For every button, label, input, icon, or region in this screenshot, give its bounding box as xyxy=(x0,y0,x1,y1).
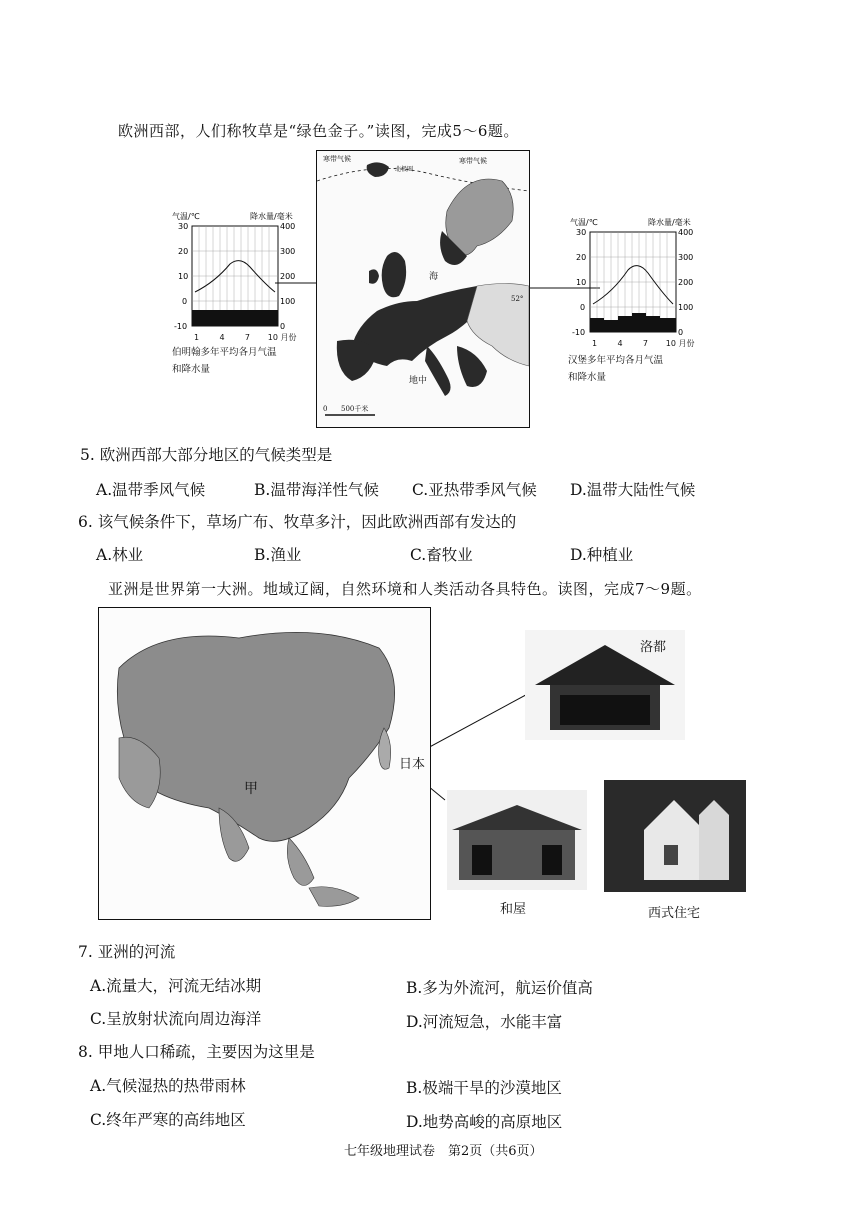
europe-label-arctic: 北极圈 xyxy=(395,166,414,173)
chart-left-rtick: 200 xyxy=(280,272,296,281)
chart-right-rtick: 400 xyxy=(678,228,694,237)
photo-western xyxy=(604,780,746,892)
q5-stem: 5. 欧洲西部大部分地区的气候类型是 xyxy=(80,446,333,464)
chart-right-ylabel-temp: 气温/℃ xyxy=(570,218,598,227)
chart-right-tick: 0 xyxy=(580,303,586,312)
q6-option-b[interactable]: B.渔业 xyxy=(254,546,302,564)
q7-option-d[interactable]: D.河流短急，水能丰富 xyxy=(406,1013,563,1031)
q5-option-b[interactable]: B.温带海洋性气候 xyxy=(254,481,379,499)
q7-option-a[interactable]: A.流量大，河流无结冰期 xyxy=(90,977,262,995)
chart-left-xtick: 1 xyxy=(194,333,200,342)
chart-left-ylabel-precip: 降水量/毫米 xyxy=(250,212,293,221)
chart-left-caption-line1: 伯明翰多年平均各月气温 xyxy=(172,347,277,358)
chart-left-tick: 0 xyxy=(182,297,188,306)
chart-right-xtick: 1 xyxy=(592,339,598,348)
asia-label-japan: 日本 xyxy=(399,757,426,772)
photo-luodu-label: 洛都 xyxy=(640,640,667,655)
photo-wawu-label: 和屋 xyxy=(500,902,527,917)
q6-option-d[interactable]: D.种植业 xyxy=(570,546,634,564)
q6-option-a[interactable]: A.林业 xyxy=(96,546,144,564)
europe-label-polar-right: 寒带气候 xyxy=(459,157,487,165)
asia-label-jia: 甲 xyxy=(244,781,258,797)
chart-left-rtick: 100 xyxy=(280,297,296,306)
chart-left-rtick: 0 xyxy=(280,322,286,331)
q6-option-c[interactable]: C.畜牧业 xyxy=(410,546,473,564)
intro-asia: 亚洲是世界第一大洲。地域辽阔，自然环境和人类活动各具特色。读图，完成7～9题。 xyxy=(108,580,702,598)
asia-map xyxy=(98,607,431,920)
q8-option-d[interactable]: D.地势高峻的高原地区 xyxy=(406,1113,563,1131)
chart-right-tick: -10 xyxy=(572,328,586,337)
chart-right-xtick: 10 xyxy=(665,339,676,348)
q7-stem: 7. 亚洲的河流 xyxy=(78,943,176,961)
chart-right-caption-line1: 汉堡多年平均各月气温 xyxy=(568,355,664,366)
europe-map xyxy=(316,150,530,428)
q8-option-b[interactable]: B.极端干旱的沙漠地区 xyxy=(406,1079,562,1097)
chart-left-tick: 30 xyxy=(178,222,189,231)
q5-option-a[interactable]: A.温带季风气候 xyxy=(96,481,206,499)
chart-left-xtick: 10 xyxy=(267,333,278,342)
q8-option-a[interactable]: A.气候湿热的热带雨林 xyxy=(90,1077,246,1095)
chart-left-tick: 20 xyxy=(178,247,189,256)
chart-right-rtick: 100 xyxy=(678,303,694,312)
photo-western-svg xyxy=(604,780,746,892)
chart-right-xtick: 4 xyxy=(617,339,623,348)
chart-left-rtick: 400 xyxy=(280,222,296,231)
chart-left-tick: 10 xyxy=(178,272,189,281)
chart-right-ylabel-precip: 降水量/毫米 xyxy=(648,218,691,227)
chart-right-xunit: 月份 xyxy=(678,339,695,348)
photo-western-label: 西式住宅 xyxy=(648,906,701,921)
chart-right-temp-curve xyxy=(593,266,673,304)
europe-scale: 500千米 xyxy=(341,405,369,413)
europe-map-svg xyxy=(317,151,529,427)
q6-stem: 6. 该气候条件下，草场广布、牧草多汁，因此欧洲西部有发达的 xyxy=(78,513,517,531)
europe-label-mediterranean: 地中 xyxy=(409,376,428,386)
page-footer: 七年级地理试卷 第2页（共6页） xyxy=(344,1144,543,1159)
chart-right-rtick: 300 xyxy=(678,253,694,262)
chart-right-precip-bars xyxy=(590,313,676,332)
chart-left-xtick: 4 xyxy=(219,333,225,342)
europe-label-sea: 海 xyxy=(429,272,439,282)
intro-europe: 欧洲西部，人们称牧草是“绿色金子。”读图，完成5～6题。 xyxy=(118,122,519,140)
chart-right-rtick: 0 xyxy=(678,328,684,337)
climate-chart-hamburg xyxy=(568,218,698,388)
photo-wawu-svg xyxy=(447,790,587,890)
europe-scale-zero: 0 xyxy=(323,405,328,413)
q5-option-d[interactable]: D.温带大陆性气候 xyxy=(570,481,696,499)
chart-left-xunit: 月份 xyxy=(280,333,297,342)
chart-right-xaxis xyxy=(592,338,698,349)
chart-left-xtick: 7 xyxy=(244,333,250,342)
europe-label-polar-left: 寒带气候 xyxy=(323,155,351,163)
chart-left-ylabel-temp: 气温/℃ xyxy=(172,212,200,221)
chart-right-xtick: 7 xyxy=(642,339,648,348)
chart-left-caption-line2: 和降水量 xyxy=(172,364,211,375)
photo-wawu xyxy=(447,790,587,890)
chart-right-tick: 10 xyxy=(576,278,587,287)
chart-right-rtick: 200 xyxy=(678,278,694,287)
q8-option-c[interactable]: C.终年严寒的高纬地区 xyxy=(90,1111,246,1129)
q7-option-c[interactable]: C.呈放射状流向周边海洋 xyxy=(90,1010,262,1028)
chart-right-caption xyxy=(568,352,698,386)
chart-left-tick: -10 xyxy=(174,322,188,331)
chart-right-caption-line2: 和降水量 xyxy=(568,372,607,383)
chart-right-tick: 20 xyxy=(576,253,587,262)
q5-option-c[interactable]: C.亚热带季风气候 xyxy=(412,481,537,499)
chart-right-tick: 30 xyxy=(576,228,587,237)
q7-option-b[interactable]: B.多为外流河，航运价值高 xyxy=(406,979,593,997)
europe-label-latitude: 52° xyxy=(511,295,524,303)
asia-map-svg xyxy=(99,608,430,919)
chart-left-rtick: 300 xyxy=(280,247,296,256)
climate-chart-hamburg-svg xyxy=(568,218,698,338)
q8-stem: 8. 甲地人口稀疏，主要因为这里是 xyxy=(78,1043,315,1061)
